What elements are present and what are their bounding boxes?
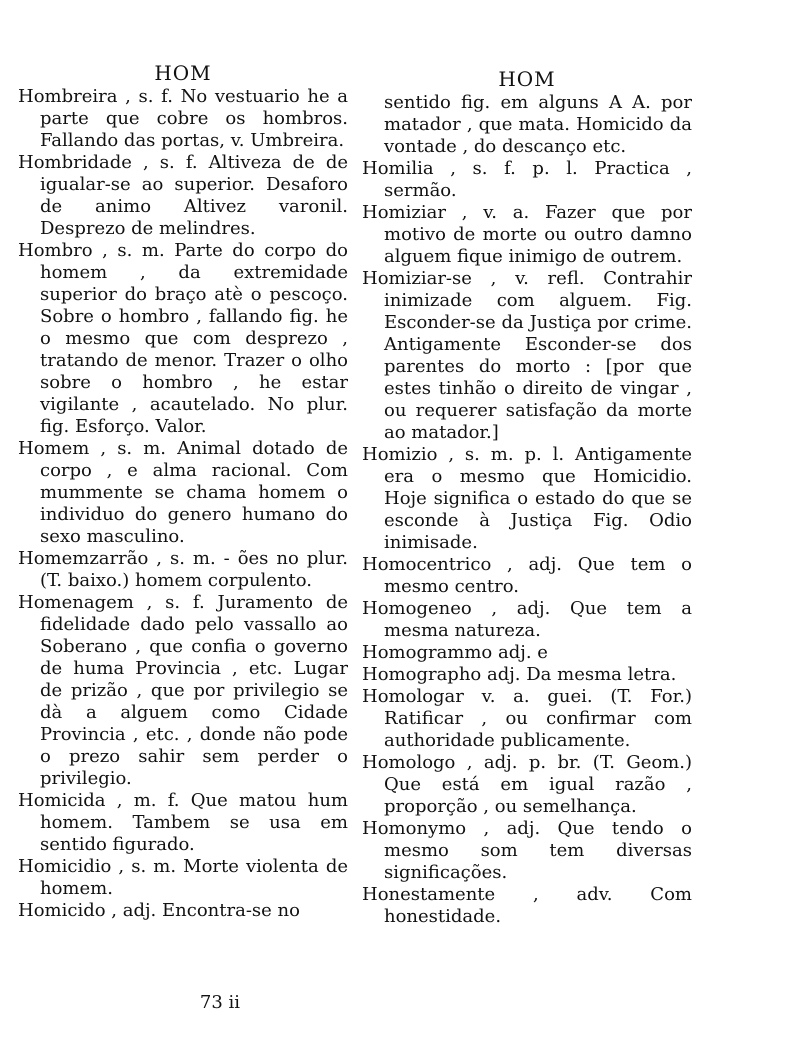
entry-homizio: Homizio , s. m. p. l. Antigamente era o mesmo que Homicidio. Hoje significa o estado do que se esconde à Justiça Fig. Odio inimisade.	[362, 444, 692, 553]
entry-homicida: Homicida , m. f. Que matou hum homem. Tambem se usa em sentido figurado.	[18, 790, 348, 855]
column-header-right: HOM	[498, 67, 556, 91]
left-column	[18, 60, 348, 922]
entry-homilia: Homilia , s. f. p. l. Practica , sermão.	[362, 158, 692, 201]
entry-homicido: Homicido , adj. Encontra-se no	[18, 900, 300, 921]
entry-homenagem: Homenagem , s. f. Juramento de fidelidade dado pelo vassallo ao Soberano , que confia o governo de huma Provincia , etc. Lugar de prizão , que por privilegio se dà a alguem como Cidade Provincia , etc. , donde não pode o prezo sahir sem perder o privilegio.	[18, 592, 348, 789]
entry-homologo: Homologo , adj. p. br. (T. Geom.) Que está em igual razão , proporção , ou semelhança.	[362, 752, 692, 817]
right-column	[362, 60, 692, 928]
entry-homographo: Homographo adj. Da mesma letra.	[362, 664, 677, 685]
entry-homemzarrao: Homemzarrão , s. m. - ões no plur. (T. baixo.) homem corpulento.	[18, 548, 348, 591]
entry-homocentrico: Homocentrico , adj. Que tem o mesmo centro.	[362, 554, 692, 597]
entry-homogrammo: Homogrammo adj. e	[362, 642, 548, 663]
column-header-left: HOM	[154, 61, 212, 85]
entry-homiziar-se: Homiziar-se , v. refl. Contrahir inimizade com alguem. Fig. Esconder-se da Justiça por crime. Antigamente Esconder-se dos parentes do morto : [por que estes tinhão o direito de vingar , ou requerer satisfação da morte ao matador.]	[362, 268, 692, 443]
entry-homicidio: Homicidio , s. m. Morte violenta de homem.	[18, 856, 348, 899]
entry-homiziar: Homiziar , v. a. Fazer que por motivo de morte ou outro damno alguem fique inimigo de outrem.	[362, 202, 692, 267]
entry-homonymo: Homonymo , adj. Que tendo o mesmo som tem diversas significações.	[362, 818, 692, 883]
entry-honestamente: Honestamente , adv. Com honestidade.	[362, 884, 692, 927]
signature-mark: 73 ii	[199, 992, 241, 1013]
entry-homicido-continued: sentido fig. em alguns A A. por matador , que mata. Homicido da vontade , do descanço etc.	[384, 92, 692, 157]
entry-homogeneo: Homogeneo , adj. Que tem a mesma natureza.	[362, 598, 692, 641]
entry-hombreira: Hombreira , s. f. No vestuario he a parte que cobre os hombros. Fallando das portas, v. Umbreira.	[18, 86, 348, 151]
entry-list-right	[362, 92, 692, 928]
entry-hombro: Hombro , s. m. Parte do corpo do homem , da extremidade superior do braço atè o pescoço. Sobre o hombro , fallando fig. he o mesmo que com desprezo , tratando de menor. Trazer o olho sobre o hombro , he estar vigilante , acautelado. No plur. fig. Esforço. Valor.	[18, 240, 348, 437]
entry-homologar: Homologar v. a. guei. (T. For.) Ratificar , ou confirmar com authoridade publicamente.	[362, 686, 692, 751]
entry-hombridade: Hombridade , s. f. Altiveza de de igualar-se ao superior. Desaforo de animo Altivez varonil. Desprezo de melindres.	[18, 152, 348, 239]
entry-homem: Homem , s. m. Animal dotado de corpo , e alma racional. Com mummente se chama homem o individuo do genero humano do sexo masculino.	[18, 438, 348, 547]
entry-list-left	[18, 86, 348, 922]
